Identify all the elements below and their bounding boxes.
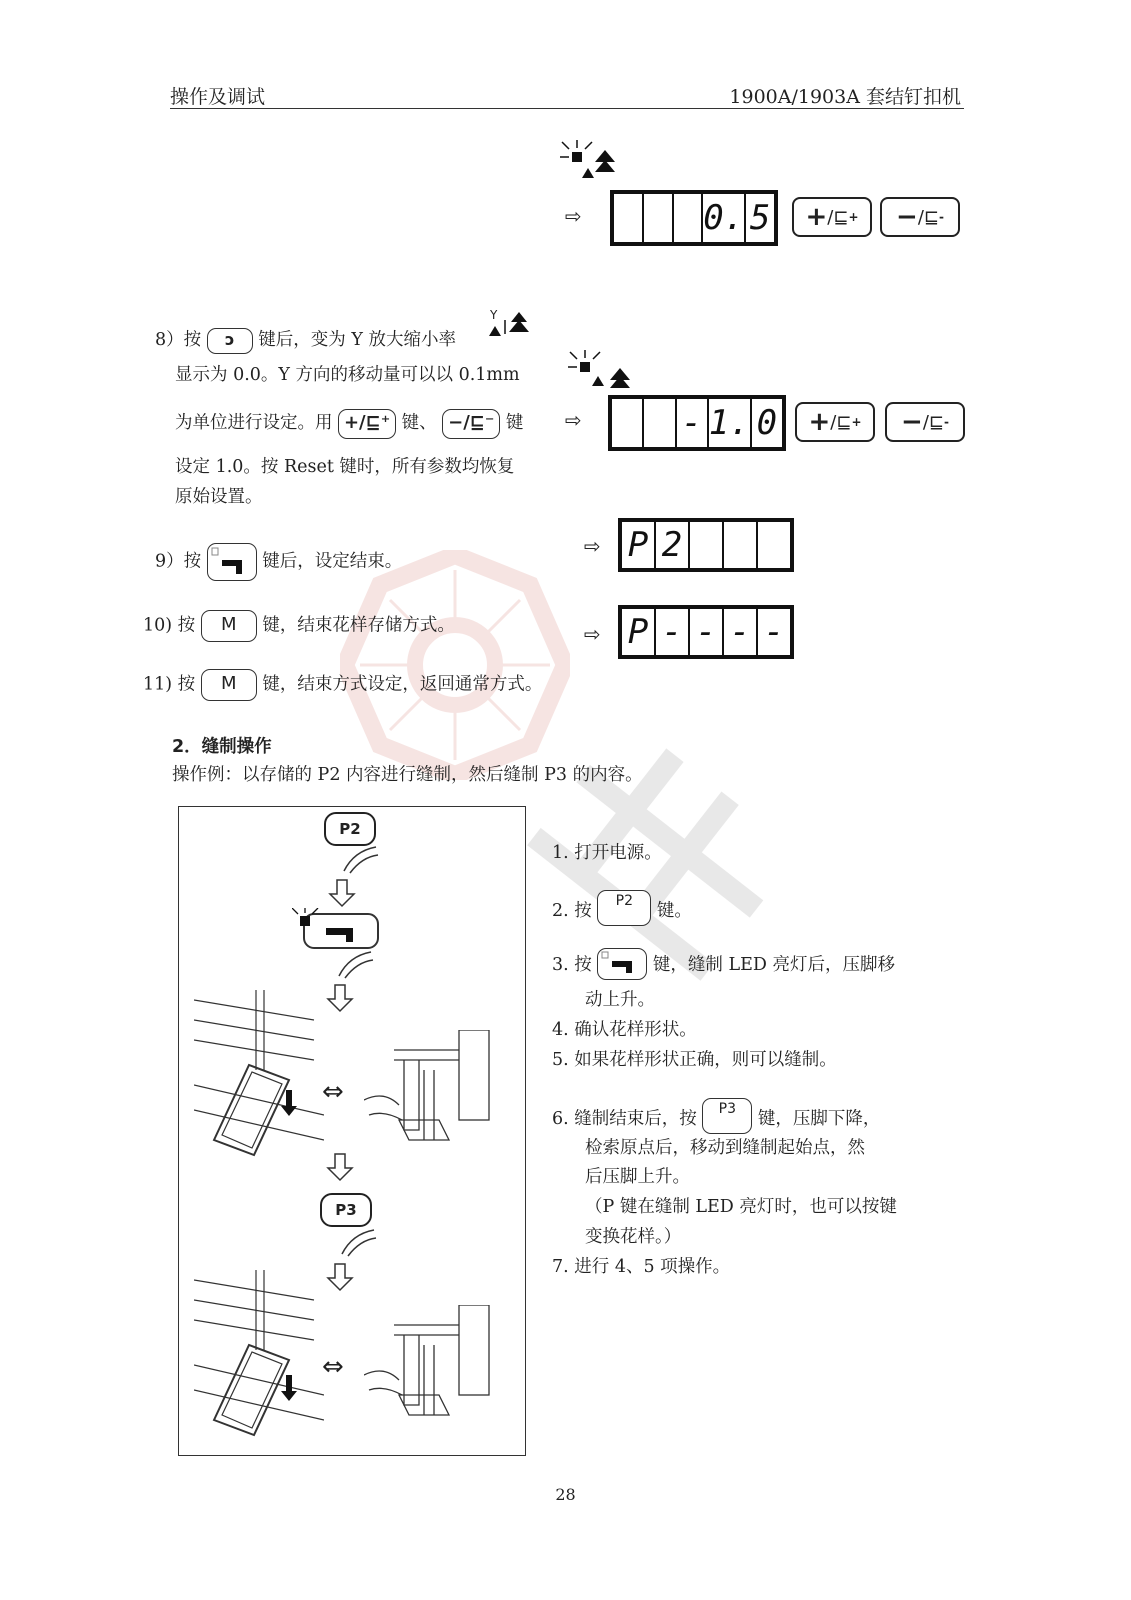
page-number: 28 [555,1485,576,1504]
arrow-right-icon: ⇨ [565,204,582,228]
step9 [155,543,402,581]
step-3-text: 3. 按 [552,955,592,975]
m-key[interactable]: M [201,669,257,701]
step8-line2: 显示为 0.0。Y 方向的移动量可以以 0.1mm [175,365,520,385]
step-6 [552,1098,880,1134]
step8-line4: 设定 1.0。按 Reset 键时，所有参数均恢复 [175,457,515,477]
lcd-cell: - [690,609,724,655]
step-6-text: 键，压脚下降， [757,1109,881,1129]
lcd-cell: - [724,609,758,655]
step-6-text: 6. 缝制结束后，按 [552,1109,697,1129]
lcd-cell: 1. [709,399,752,447]
lcd-cell: 2 [656,522,690,568]
lcd-cell: P [622,522,656,568]
minus-key[interactable]: − /⊑ - [885,402,965,442]
presser-foot-illustration [364,1030,494,1150]
foot-pedal-illustration [194,990,324,1160]
step-3 [552,948,895,980]
sew-inline-key[interactable] [597,948,647,980]
arrow-right-icon: ⇨ [565,408,582,432]
plus-inline-key[interactable]: +/⊑⁺ [338,409,396,439]
step-6-note1: （P 键在缝制 LED 亮灯时，也可以按键 [585,1197,897,1217]
step8-text: 键、 [401,413,437,433]
lcd-cell: 0. [703,194,746,242]
m-key[interactable]: M [201,610,257,642]
foot-pedal-illustration [194,1270,324,1440]
step11 [143,669,542,701]
header-left: 操作及调试 [170,86,266,108]
plus-key[interactable]: + /⊑ + [792,197,872,237]
lcd-cell [690,522,724,568]
p2-key[interactable]: P2 [324,812,376,846]
step-3-text: 键，缝制 LED 亮灯后，压脚移 [652,955,895,975]
presser-foot-illustration [364,1305,494,1425]
sew-icon [598,949,646,979]
lcd-cell: - [656,609,690,655]
minus-key[interactable]: − /⊑ - [880,197,960,237]
plus-sup: + [848,210,859,224]
equivalent-arrow-icon: ⇔ [322,1352,344,1382]
step8-line5: 原始设置。 [175,487,263,507]
lcd-cell [674,194,704,242]
step10-num: 10) 按 [143,615,196,636]
minus-sup: - [943,415,949,429]
step-2 [552,890,692,926]
y-label: Y [490,308,498,322]
step-6-note2: 变换花样。） [585,1227,682,1247]
step11-num: 11) 按 [143,674,196,695]
lcd-cell [614,194,644,242]
plus-key[interactable]: + /⊑ + [795,402,875,442]
header-right: 1900A/1903A 套结钉扣机 [729,86,961,108]
section-example: 操作例：以存储的 P2 内容进行缝制，然后缝制 P3 的内容。 [172,765,643,785]
lcd-cell: - [677,399,709,447]
step-4: 4. 确认花样形状。 [552,1020,697,1040]
blink-y-scale-icon [568,350,638,394]
down-arrow-icon [328,878,356,908]
step-5: 5. 如果花样形状正确，则可以缝制。 [552,1050,837,1070]
p3-key[interactable]: P3 [320,1193,372,1227]
lcd-cell [644,399,676,447]
step-6-line3: 后压脚上升。 [585,1167,690,1187]
equivalent-arrow-icon: ⇔ [322,1077,344,1107]
finger-icon [335,950,375,980]
sew-key[interactable] [207,543,257,581]
step8-text: 键后，变为 Y 放大缩小率 [258,330,456,350]
plus-sup: + [851,415,862,429]
step8-text: 为单位进行设定。用 [175,413,333,433]
arrow-right-icon: ⇨ [584,622,601,646]
section-title: 2．缝制操作 [172,737,272,757]
lcd-cell: 0 [756,403,778,443]
step9-num: 9）按 [155,551,202,572]
p2-inline-key[interactable]: P2 [597,890,651,926]
step8-num: 8）按 [155,330,202,350]
lcd-display-4 [618,605,794,659]
step-3-cont: 动上升。 [585,990,655,1010]
finger-icon [338,1228,378,1258]
down-arrow-icon [326,1262,354,1292]
lcd-display-2 [608,395,786,451]
plus-symbol: + [805,202,828,232]
step11-text: 键，结束方式设定，返回通常方式。 [262,674,543,695]
lcd-cell: 5 [749,198,771,238]
step-2-text: 2. 按 [552,901,592,921]
down-arrow-icon [326,983,354,1013]
lcd-cell: - [763,612,785,652]
finger-icon [340,845,380,875]
step8-text: 键 [505,413,524,433]
step-6-line2: 检索原点后，移动到缝制起始点，然 [585,1138,865,1158]
step-2-text: 键。 [656,901,692,921]
lcd-display-3 [618,518,794,572]
lcd-cell [612,399,644,447]
step9-text: 键后，设定结束。 [262,551,403,572]
lcd-cell [724,522,758,568]
lcd-cell [758,522,790,568]
minus-inline-key[interactable]: −/⊑⁻ [442,409,500,439]
step8-line1 [155,325,456,355]
plus-symbol: + [808,407,831,437]
lcd-display-1 [610,190,778,246]
step10 [143,610,455,642]
step-1: 1. 打开电源。 [552,843,662,863]
lcd-cell: P [622,609,656,655]
step8-line3 [175,408,523,439]
step-7: 7. 进行 4、5 项操作。 [552,1257,731,1277]
step10-text: 键，结束花样存储方式。 [262,615,455,636]
minus-symbol: − [901,407,923,437]
blink-y-scale-icon [560,140,630,188]
y-scale-icon [487,312,533,348]
arrow-right-icon: ⇨ [584,534,601,558]
down-arrow-icon [326,1152,354,1182]
header-rule [170,108,964,109]
minus-sup: - [938,210,944,224]
sew-key-figure[interactable] [292,908,382,952]
sew-icon [208,544,256,580]
scale-key[interactable]: ↄ [207,328,253,354]
p3-inline-key[interactable]: P3 [702,1098,752,1134]
lcd-cell [644,194,674,242]
minus-symbol: − [896,202,918,232]
